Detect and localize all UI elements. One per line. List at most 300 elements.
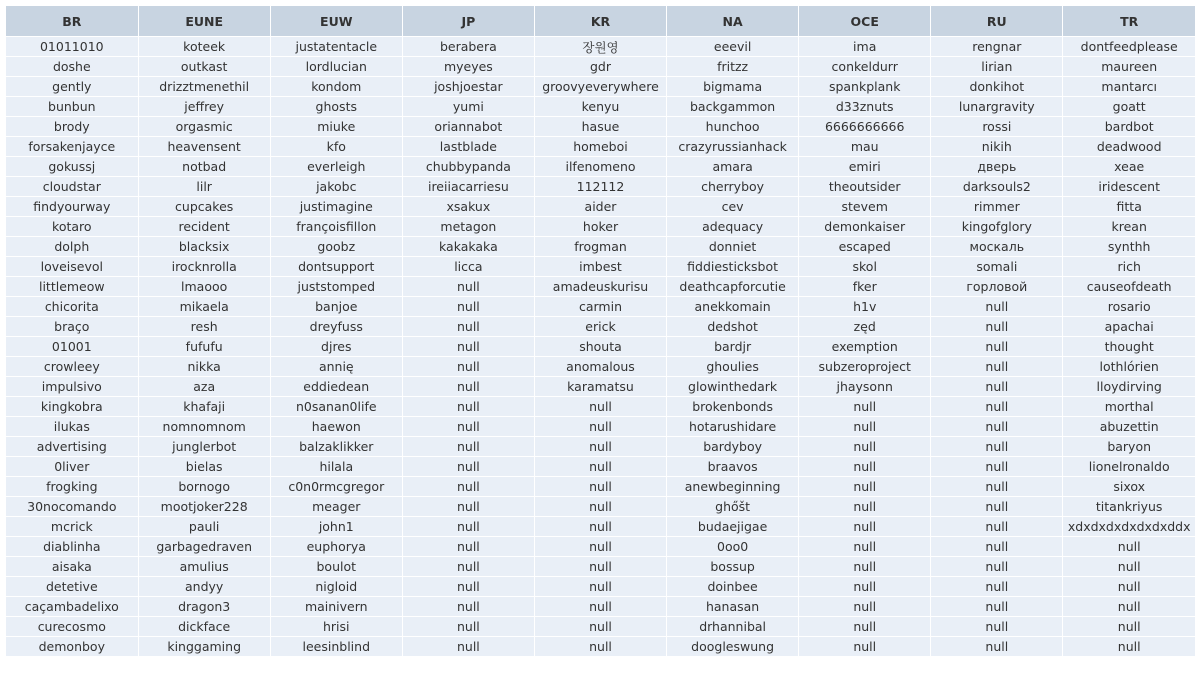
table-cell: sixox [1063, 477, 1195, 497]
table-cell: goobz [270, 237, 402, 257]
table-cell: fiddiesticksbot [667, 257, 799, 277]
table-cell: dickface [138, 617, 270, 637]
table-cell: leesinblind [270, 637, 402, 657]
table-cell: koteek [138, 37, 270, 57]
table-cell: resh [138, 317, 270, 337]
column-header-kr: KR [534, 6, 666, 37]
table-cell: ima [799, 37, 931, 57]
table-cell: 장원영 [534, 37, 666, 57]
table-cell: null [402, 517, 534, 537]
table-row [6, 97, 1195, 117]
table-cell: hasue [534, 117, 666, 137]
table-cell: dreyfuss [270, 317, 402, 337]
table-cell: causeofdeath [1063, 277, 1195, 297]
table-cell: amulius [138, 557, 270, 577]
table-cell: deadwood [1063, 137, 1195, 157]
table-cell: crazyrussianhack [667, 137, 799, 157]
table-cell: bielas [138, 457, 270, 477]
table-cell: junglerbot [138, 437, 270, 457]
table-cell: homeboi [534, 137, 666, 157]
table-cell: null [799, 597, 931, 617]
table-cell: frogking [6, 477, 138, 497]
table-cell: dontfeedplease [1063, 37, 1195, 57]
table-cell: bardyboy [667, 437, 799, 457]
table-cell: doshe [6, 57, 138, 77]
table-cell: null [799, 537, 931, 557]
table-row [6, 437, 1195, 457]
table-cell: 0oo0 [667, 537, 799, 557]
table-cell: 30nocomando [6, 497, 138, 517]
table-cell: joshjoestar [402, 77, 534, 97]
table-cell: meager [270, 497, 402, 517]
table-cell: orgasmic [138, 117, 270, 137]
table-row [6, 117, 1195, 137]
table-row [6, 37, 1195, 57]
table-cell: krean [1063, 217, 1195, 237]
table-cell: rich [1063, 257, 1195, 277]
table-cell: mantarcı [1063, 77, 1195, 97]
table-cell: null [931, 317, 1063, 337]
table-cell: null [402, 397, 534, 417]
table-cell: null [402, 597, 534, 617]
table-cell: spankplank [799, 77, 931, 97]
table-cell: annię [270, 357, 402, 377]
table-cell: euphorya [270, 537, 402, 557]
table-cell: frogman [534, 237, 666, 257]
table-row [6, 557, 1195, 577]
table-cell: null [402, 637, 534, 657]
table-cell: ireiiacarriesu [402, 177, 534, 197]
table-cell: null [931, 597, 1063, 617]
table-cell: kenyu [534, 97, 666, 117]
table-cell: gdr [534, 57, 666, 77]
table-cell: null [931, 617, 1063, 637]
table-cell: lloydirving [1063, 377, 1195, 397]
table-cell: aza [138, 377, 270, 397]
table-cell: fufufu [138, 337, 270, 357]
table-container [6, 6, 1195, 656]
table-cell: budaejigae [667, 517, 799, 537]
table-cell: 112112 [534, 177, 666, 197]
table-cell: null [402, 577, 534, 597]
table-cell: null [534, 637, 666, 657]
table-cell: adequacy [667, 217, 799, 237]
table-cell: hilala [270, 457, 402, 477]
table-cell: cev [667, 197, 799, 217]
column-header-tr: TR [1063, 6, 1195, 37]
table-cell: eeevil [667, 37, 799, 57]
table-cell: miuke [270, 117, 402, 137]
table-cell: null [799, 397, 931, 417]
table-cell: john1 [270, 517, 402, 537]
table-cell: null [799, 497, 931, 517]
table-cell: null [534, 397, 666, 417]
table-cell: pauli [138, 517, 270, 537]
table-cell: null [799, 617, 931, 637]
table-cell: anekkomain [667, 297, 799, 317]
table-cell: caçambadelixo [6, 597, 138, 617]
table-cell: 01011010 [6, 37, 138, 57]
table-row [6, 297, 1195, 317]
table-row [6, 257, 1195, 277]
table-cell: khafaji [138, 397, 270, 417]
table-cell: null [931, 577, 1063, 597]
table-cell: null [534, 417, 666, 437]
table-cell: дверь [931, 157, 1063, 177]
table-cell: kondom [270, 77, 402, 97]
table-cell: haewon [270, 417, 402, 437]
table-cell: mootjoker228 [138, 497, 270, 517]
table-cell: null [402, 377, 534, 397]
table-row [6, 317, 1195, 337]
table-cell: dedshot [667, 317, 799, 337]
table-cell: null [931, 637, 1063, 657]
table-cell: null [402, 297, 534, 317]
table-cell: ilfenomeno [534, 157, 666, 177]
table-cell: aisaka [6, 557, 138, 577]
table-cell: xdxdxdxdxdxdxddx [1063, 517, 1195, 537]
table-cell: mainivern [270, 597, 402, 617]
table-cell: null [402, 477, 534, 497]
table-cell: curecosmo [6, 617, 138, 637]
table-cell: null [402, 557, 534, 577]
table-cell: somali [931, 257, 1063, 277]
table-cell: escaped [799, 237, 931, 257]
table-cell: dolph [6, 237, 138, 257]
table-cell: yumi [402, 97, 534, 117]
column-header-jp: JP [402, 6, 534, 37]
table-cell: iridescent [1063, 177, 1195, 197]
table-cell: bossup [667, 557, 799, 577]
table-row [6, 597, 1195, 617]
table-cell: gently [6, 77, 138, 97]
table-row [6, 377, 1195, 397]
table-cell: drizztmenethil [138, 77, 270, 97]
table-cell: 01001 [6, 337, 138, 357]
table-cell: justatentacle [270, 37, 402, 57]
table-cell: null [1063, 577, 1195, 597]
table-cell: mau [799, 137, 931, 157]
table-cell: françoisfillon [270, 217, 402, 237]
table-cell: kinggaming [138, 637, 270, 657]
table-cell: detetive [6, 577, 138, 597]
table-cell: rossi [931, 117, 1063, 137]
table-cell: djres [270, 337, 402, 357]
table-cell: garbagedraven [138, 537, 270, 557]
table-cell: kotaro [6, 217, 138, 237]
table-cell: null [534, 517, 666, 537]
table-cell: amadeuskurisu [534, 277, 666, 297]
table-cell: crowleey [6, 357, 138, 377]
table-cell: bornogo [138, 477, 270, 497]
table-cell: null [534, 557, 666, 577]
table-cell: dragon3 [138, 597, 270, 617]
table-cell: null [402, 617, 534, 637]
table-cell: bardjr [667, 337, 799, 357]
table-cell: jeffrey [138, 97, 270, 117]
table-cell: null [931, 377, 1063, 397]
table-cell: karamatsu [534, 377, 666, 397]
table-cell: null [402, 417, 534, 437]
table-cell: amara [667, 157, 799, 177]
table-cell: rengnar [931, 37, 1063, 57]
table-cell: cloudstar [6, 177, 138, 197]
table-cell: null [402, 497, 534, 517]
table-cell: kfo [270, 137, 402, 157]
table-cell: loveisevol [6, 257, 138, 277]
table-row [6, 477, 1195, 497]
table-cell: nikka [138, 357, 270, 377]
table-cell: lastblade [402, 137, 534, 157]
column-header-euw: EUW [270, 6, 402, 37]
table-cell: d33znuts [799, 97, 931, 117]
table-cell: 6666666666 [799, 117, 931, 137]
table-cell: горловой [931, 277, 1063, 297]
table-cell: москаль [931, 237, 1063, 257]
table-cell: braavos [667, 457, 799, 477]
table-cell: darksouls2 [931, 177, 1063, 197]
table-cell: fritzz [667, 57, 799, 77]
table-cell: lmaooo [138, 277, 270, 297]
table-cell: notbad [138, 157, 270, 177]
table-cell: null [534, 457, 666, 477]
table-cell: everleigh [270, 157, 402, 177]
table-cell: null [931, 537, 1063, 557]
table-cell: null [931, 397, 1063, 417]
table-row [6, 417, 1195, 437]
table-cell: null [402, 337, 534, 357]
table-cell: lunargravity [931, 97, 1063, 117]
table-cell: lothlórien [1063, 357, 1195, 377]
table-cell: cherryboy [667, 177, 799, 197]
table-row [6, 457, 1195, 477]
table-cell: hunchoo [667, 117, 799, 137]
table-cell: null [799, 577, 931, 597]
table-cell: doinbee [667, 577, 799, 597]
table-header-row [6, 6, 1195, 37]
table-cell: null [1063, 637, 1195, 657]
table-cell: hrisi [270, 617, 402, 637]
table-cell: chubbypanda [402, 157, 534, 177]
table-cell: doogleswung [667, 637, 799, 657]
table-cell: null [931, 517, 1063, 537]
table-cell: null [931, 557, 1063, 577]
table-cell: null [534, 617, 666, 637]
table-cell: null [402, 457, 534, 477]
table-cell: null [799, 557, 931, 577]
table-cell: xsakux [402, 197, 534, 217]
column-header-oce: OCE [799, 6, 931, 37]
table-cell: exemption [799, 337, 931, 357]
table-cell: rosario [1063, 297, 1195, 317]
table-cell: heavensent [138, 137, 270, 157]
table-cell: mikaela [138, 297, 270, 317]
column-header-ru: RU [931, 6, 1063, 37]
table-cell: goatt [1063, 97, 1195, 117]
table-cell: boulot [270, 557, 402, 577]
table-cell: fker [799, 277, 931, 297]
table-cell: nigloid [270, 577, 402, 597]
table-cell: metagon [402, 217, 534, 237]
table-cell: juststomped [270, 277, 402, 297]
table-cell: null [402, 277, 534, 297]
table-cell: subzeroproject [799, 357, 931, 377]
table-cell: lionelronaldo [1063, 457, 1195, 477]
table-cell: null [931, 477, 1063, 497]
table-cell: null [931, 337, 1063, 357]
table-cell: abuzettin [1063, 417, 1195, 437]
table-cell: null [931, 457, 1063, 477]
table-cell: null [1063, 617, 1195, 637]
table-row [6, 497, 1195, 517]
table-cell: balzaklikker [270, 437, 402, 457]
table-cell: forsakenjayce [6, 137, 138, 157]
table-cell: null [534, 497, 666, 517]
table-cell: null [799, 517, 931, 537]
table-cell: aider [534, 197, 666, 217]
table-row [6, 177, 1195, 197]
table-cell: bunbun [6, 97, 138, 117]
table-cell: gokussj [6, 157, 138, 177]
table-cell: null [402, 437, 534, 457]
table-cell: anewbeginning [667, 477, 799, 497]
table-row [6, 537, 1195, 557]
table-cell: xeae [1063, 157, 1195, 177]
table-cell: nikih [931, 137, 1063, 157]
table-cell: null [1063, 597, 1195, 617]
table-cell: anomalous [534, 357, 666, 377]
table-cell: chicorita [6, 297, 138, 317]
table-cell: ghosts [270, 97, 402, 117]
table-cell: lordlucian [270, 57, 402, 77]
table-cell: null [931, 357, 1063, 377]
table-cell: braço [6, 317, 138, 337]
table-cell: baryon [1063, 437, 1195, 457]
table-cell: donniet [667, 237, 799, 257]
table-cell: kingkobra [6, 397, 138, 417]
table-cell: ghoulies [667, 357, 799, 377]
table-cell: mcrick [6, 517, 138, 537]
table-cell: imbest [534, 257, 666, 277]
table-cell: blacksix [138, 237, 270, 257]
table-cell: null [931, 297, 1063, 317]
table-cell: ilukas [6, 417, 138, 437]
table-cell: donkihot [931, 77, 1063, 97]
table-row [6, 337, 1195, 357]
table-cell: eddiedean [270, 377, 402, 397]
table-row [6, 637, 1195, 657]
table-cell: nomnomnom [138, 417, 270, 437]
column-header-na: NA [667, 6, 799, 37]
table-row [6, 397, 1195, 417]
table-cell: findyourway [6, 197, 138, 217]
table-cell: h1v [799, 297, 931, 317]
table-cell: lirian [931, 57, 1063, 77]
table-cell: null [402, 317, 534, 337]
table-cell: demonkaiser [799, 217, 931, 237]
table-cell: advertising [6, 437, 138, 457]
table-cell: bigmama [667, 77, 799, 97]
table-cell: null [534, 597, 666, 617]
table-cell: rimmer [931, 197, 1063, 217]
table-cell: zęd [799, 317, 931, 337]
table-cell: berabera [402, 37, 534, 57]
table-cell: null [799, 417, 931, 437]
table-cell: hoker [534, 217, 666, 237]
table-row [6, 237, 1195, 257]
table-body [6, 37, 1195, 657]
table-row [6, 197, 1195, 217]
table-cell: myeyes [402, 57, 534, 77]
table-row [6, 77, 1195, 97]
table-row [6, 57, 1195, 77]
column-header-br: BR [6, 6, 138, 37]
table-row [6, 617, 1195, 637]
table-cell: outkast [138, 57, 270, 77]
table-cell: n0sanan0life [270, 397, 402, 417]
table-cell: null [799, 477, 931, 497]
table-cell: drhannibal [667, 617, 799, 637]
table-cell: hotarushidare [667, 417, 799, 437]
table-cell: groovyeverywhere [534, 77, 666, 97]
table-cell: null [534, 577, 666, 597]
table-cell: andyy [138, 577, 270, 597]
table-cell: kakakaka [402, 237, 534, 257]
table-cell: kingofglory [931, 217, 1063, 237]
table-cell: brokenbonds [667, 397, 799, 417]
table-cell: null [534, 537, 666, 557]
table-cell: titankriyus [1063, 497, 1195, 517]
table-cell: hanasan [667, 597, 799, 617]
table-cell: shouta [534, 337, 666, 357]
table-cell: null [402, 357, 534, 377]
table-cell: conkeldurr [799, 57, 931, 77]
table-cell: null [931, 437, 1063, 457]
table-cell: irocknrolla [138, 257, 270, 277]
table-cell: skol [799, 257, 931, 277]
table-cell: demonboy [6, 637, 138, 657]
table-cell: 0liver [6, 457, 138, 477]
table-cell: dontsupport [270, 257, 402, 277]
table-cell: emiri [799, 157, 931, 177]
table-cell: null [799, 437, 931, 457]
table-cell: null [931, 497, 1063, 517]
table-cell: null [534, 437, 666, 457]
table-row [6, 217, 1195, 237]
table-cell: carmin [534, 297, 666, 317]
table-row [6, 137, 1195, 157]
table-cell: null [799, 457, 931, 477]
table-cell: fitta [1063, 197, 1195, 217]
table-cell: impulsivo [6, 377, 138, 397]
table-cell: jakobc [270, 177, 402, 197]
table-cell: thought [1063, 337, 1195, 357]
table-cell: erick [534, 317, 666, 337]
table-cell: null [1063, 537, 1195, 557]
table-cell: morthal [1063, 397, 1195, 417]
table-row [6, 577, 1195, 597]
table-row [6, 517, 1195, 537]
table-cell: bardbot [1063, 117, 1195, 137]
table-cell: null [799, 637, 931, 657]
table-cell: cupcakes [138, 197, 270, 217]
table-row [6, 357, 1195, 377]
table-cell: null [534, 477, 666, 497]
table-cell: justimagine [270, 197, 402, 217]
table-cell: glowinthedark [667, 377, 799, 397]
table-cell: banjoe [270, 297, 402, 317]
column-header-eune: EUNE [138, 6, 270, 37]
